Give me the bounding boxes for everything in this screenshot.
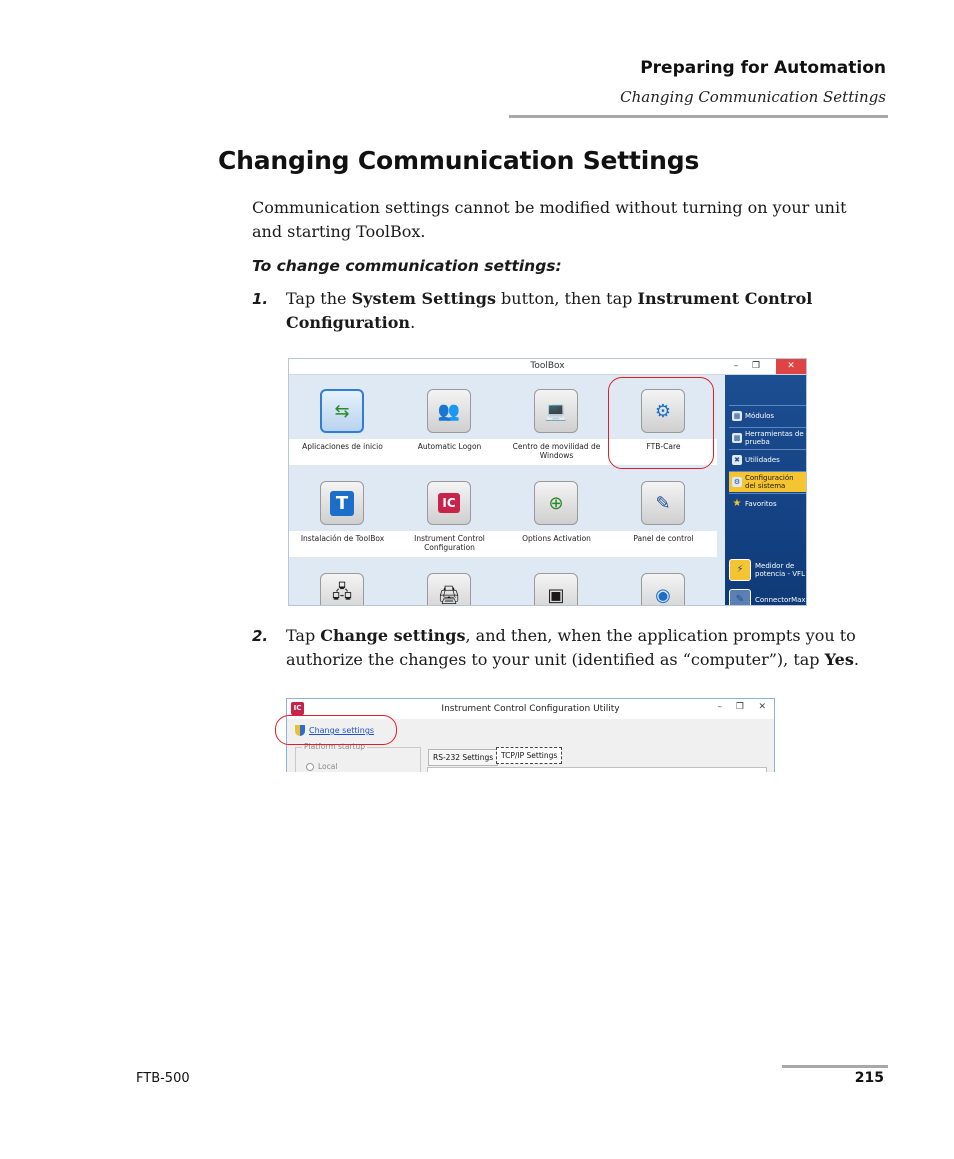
- globe-icon: ◉: [641, 573, 685, 606]
- radio-local[interactable]: [306, 762, 337, 771]
- step-1-period: .: [410, 313, 416, 332]
- tile-options-activation[interactable]: [503, 467, 610, 557]
- icc-icon: IC: [427, 481, 471, 525]
- sidebar-item-configuracion-del-sistema[interactable]: [729, 471, 806, 492]
- connectormax-icon: ✎: [729, 589, 751, 606]
- running-header-section: Changing Communication Settings: [620, 88, 886, 106]
- tile-instrument-control-configuration[interactable]: [396, 467, 503, 557]
- tile-instalacion-toolbox[interactable]: [289, 467, 396, 557]
- system-settings-icon: ⚙: [733, 478, 741, 486]
- app-label: Medidor de potencia - VFL: [755, 562, 805, 578]
- step-1: [252, 287, 892, 335]
- highlight-ring-change-settings: [275, 715, 397, 745]
- intro-line-2: and starting ToolBox.: [252, 222, 426, 241]
- control-panel-icon: ✎: [641, 481, 685, 525]
- step-2-period: .: [853, 650, 859, 669]
- toolbox-install-icon: T: [320, 481, 364, 525]
- tab-tcpip-settings[interactable]: TCP/IP Settings: [496, 747, 562, 764]
- close-icon[interactable]: ✕: [758, 702, 766, 712]
- tile-label: Centro de movilidad de Windows: [503, 439, 610, 465]
- step-1-system-settings: System Settings: [351, 289, 496, 308]
- mobility-center-icon: 💻: [534, 389, 578, 433]
- procedure-title: To change communication settings:: [252, 257, 562, 275]
- sidebar-item-utilidades[interactable]: [729, 449, 806, 470]
- options-activation-icon: ⊕: [534, 481, 578, 525]
- startup-apps-icon: ⇆: [320, 389, 364, 433]
- toolbox-title-bar: [289, 359, 806, 375]
- close-icon[interactable]: ✕: [776, 359, 806, 374]
- sidebar-item-label: Herramientas de prueba: [745, 430, 804, 446]
- intro-paragraph: [252, 196, 892, 244]
- step-1-text: [286, 287, 891, 335]
- tile-bottom-4[interactable]: [610, 559, 717, 606]
- tile-label: Aplicaciones de inicio: [289, 439, 396, 465]
- platform-startup-label: Platform startup: [304, 742, 365, 751]
- tile-automatic-logon[interactable]: [396, 375, 503, 465]
- app-label: ConnectorMax: [755, 596, 806, 604]
- sidebar-item-label: Configuración del sistema: [745, 474, 794, 490]
- header-rule: [509, 115, 888, 118]
- power-meter-icon: ⚡: [729, 559, 751, 581]
- tile-label: Instrument Control Configuration: [396, 531, 503, 557]
- icc-logo-icon: IC: [291, 702, 304, 715]
- restore-icon[interactable]: ❐: [735, 702, 744, 712]
- step-1-text-b: button, then tap: [495, 289, 638, 308]
- step-1-number: 1.: [252, 290, 269, 308]
- step-2-text-a: Tap: [286, 626, 321, 645]
- printer-icon: 🖨: [427, 573, 471, 606]
- step-2-number: 2.: [252, 627, 269, 645]
- tile-label: Options Activation: [503, 531, 610, 557]
- sidebar-item-favoritos[interactable]: [729, 493, 806, 514]
- minimize-icon[interactable]: –: [717, 702, 722, 712]
- sidebar-item-label: Módulos: [745, 412, 775, 420]
- footer-rule: [782, 1065, 888, 1068]
- sidebar-item-herramientas[interactable]: [729, 427, 806, 448]
- ftb-care-icon: ⚙: [641, 389, 685, 433]
- radio-local-label: Local: [318, 762, 338, 771]
- step-2-text: [286, 624, 891, 672]
- change-settings-label: Change settings: [309, 726, 375, 735]
- test-tools-icon: ▩: [733, 434, 741, 442]
- tile-bottom-2[interactable]: [396, 559, 503, 606]
- radio-icon: [306, 763, 314, 771]
- page-number: 215: [854, 1070, 884, 1086]
- toolbox-sidebar: [725, 375, 807, 606]
- sidebar-item-modulos[interactable]: [729, 405, 806, 426]
- icc-window-title: Instrument Control Configuration Utility: [441, 704, 620, 714]
- display-icon: ▣: [534, 573, 578, 606]
- sidebar-item-label: Favoritos: [745, 500, 777, 508]
- settings-panel: [427, 767, 767, 772]
- step-1-configuration: Configuration: [286, 313, 411, 332]
- step-2-yes: Yes: [824, 650, 854, 669]
- intro-line-1: Communication settings cannot be modified without turning on your unit: [252, 198, 847, 217]
- step-1-instrument-control: Instrument Control: [637, 289, 813, 308]
- running-header-chapter: Preparing for Automation: [640, 58, 886, 78]
- app-medidor-de-potencia[interactable]: [729, 557, 806, 583]
- step-2-change-settings: Change settings: [320, 626, 466, 645]
- highlight-ring: [608, 377, 714, 469]
- tile-panel-de-control[interactable]: [610, 467, 717, 557]
- footer-product: FTB-500: [136, 1071, 190, 1086]
- tile-label: Instalación de ToolBox: [289, 531, 396, 557]
- section-heading: Changing Communication Settings: [218, 146, 700, 175]
- tile-label: Panel de control: [610, 531, 717, 557]
- sidebar-item-label: Utilidades: [745, 456, 780, 464]
- toolbox-screenshot: [288, 358, 807, 606]
- step-1-text-a: Tap the: [286, 289, 352, 308]
- step-2-text-b: , and then, when the application prompts you to: [465, 626, 856, 645]
- tab-rs232-settings[interactable]: RS-232 Settings: [428, 749, 498, 766]
- tile-label: FTB-Care: [610, 439, 717, 465]
- tile-centro-de-movilidad[interactable]: [503, 375, 610, 465]
- users-icon: 👥: [427, 389, 471, 433]
- tile-label: Automatic Logon: [396, 439, 503, 465]
- utilities-icon: ✖: [732, 455, 742, 465]
- favorites-icon: ★: [732, 498, 742, 509]
- step-2-text-c: authorize the changes to your unit (identified as “computer”), tap: [286, 650, 825, 669]
- tile-aplicaciones-de-inicio[interactable]: [289, 375, 396, 465]
- platform-startup-group: [295, 742, 421, 772]
- tile-bottom-3[interactable]: [503, 559, 610, 606]
- step-2: [252, 624, 892, 672]
- app-connectormax[interactable]: [729, 587, 806, 606]
- network-icon: 🖧: [320, 573, 364, 606]
- tile-bottom-1[interactable]: [289, 559, 396, 606]
- minimize-icon[interactable]: –: [733, 361, 739, 371]
- modules-icon: ▦: [733, 412, 741, 420]
- toolbox-window-title: ToolBox: [530, 361, 565, 371]
- restore-icon[interactable]: ❐: [751, 361, 761, 371]
